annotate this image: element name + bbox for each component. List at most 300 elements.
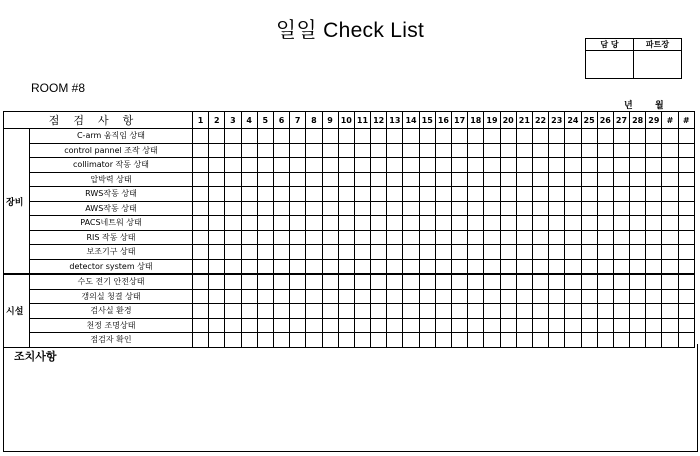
check-cell[interactable] xyxy=(452,201,468,216)
check-cell[interactable] xyxy=(630,304,646,319)
check-cell[interactable] xyxy=(597,274,613,289)
check-cell[interactable] xyxy=(597,201,613,216)
check-cell[interactable] xyxy=(193,129,209,144)
check-cell[interactable] xyxy=(419,187,435,202)
check-cell[interactable] xyxy=(516,143,532,158)
check-cell[interactable] xyxy=(257,259,273,274)
check-cell[interactable] xyxy=(257,158,273,173)
check-cell[interactable] xyxy=(662,304,678,319)
check-cell[interactable] xyxy=(613,318,629,333)
check-cell[interactable] xyxy=(565,259,581,274)
check-cell[interactable] xyxy=(354,289,370,304)
check-cell[interactable] xyxy=(613,172,629,187)
check-cell[interactable] xyxy=(273,274,289,289)
check-cell[interactable] xyxy=(193,143,209,158)
check-cell[interactable] xyxy=(581,304,597,319)
check-cell[interactable] xyxy=(338,304,354,319)
check-cell[interactable] xyxy=(532,245,548,260)
check-cell[interactable] xyxy=(241,129,257,144)
check-cell[interactable] xyxy=(306,201,322,216)
check-cell[interactable] xyxy=(597,187,613,202)
check-cell[interactable] xyxy=(532,289,548,304)
check-cell[interactable] xyxy=(468,143,484,158)
check-cell[interactable] xyxy=(306,129,322,144)
check-cell[interactable] xyxy=(662,129,678,144)
check-cell[interactable] xyxy=(565,318,581,333)
check-cell[interactable] xyxy=(484,129,500,144)
check-cell[interactable] xyxy=(354,201,370,216)
check-cell[interactable] xyxy=(225,143,241,158)
check-cell[interactable] xyxy=(387,230,403,245)
check-cell[interactable] xyxy=(678,230,694,245)
check-cell[interactable] xyxy=(646,129,662,144)
check-cell[interactable] xyxy=(225,187,241,202)
check-cell[interactable] xyxy=(419,230,435,245)
check-cell[interactable] xyxy=(322,158,338,173)
check-cell[interactable] xyxy=(419,274,435,289)
check-cell[interactable] xyxy=(419,201,435,216)
check-cell[interactable] xyxy=(387,216,403,231)
check-cell[interactable] xyxy=(630,216,646,231)
check-cell[interactable] xyxy=(257,216,273,231)
check-cell[interactable] xyxy=(273,318,289,333)
check-cell[interactable] xyxy=(581,143,597,158)
check-cell[interactable] xyxy=(678,158,694,173)
check-cell[interactable] xyxy=(209,129,225,144)
check-cell[interactable] xyxy=(516,304,532,319)
check-cell[interactable] xyxy=(338,274,354,289)
check-cell[interactable] xyxy=(452,129,468,144)
check-cell[interactable] xyxy=(646,216,662,231)
check-cell[interactable] xyxy=(452,245,468,260)
check-cell[interactable] xyxy=(371,158,387,173)
check-cell[interactable] xyxy=(354,230,370,245)
check-cell[interactable] xyxy=(403,289,419,304)
check-cell[interactable] xyxy=(516,274,532,289)
check-cell[interactable] xyxy=(273,187,289,202)
check-cell[interactable] xyxy=(662,245,678,260)
check-cell[interactable] xyxy=(322,129,338,144)
check-cell[interactable] xyxy=(322,245,338,260)
check-cell[interactable] xyxy=(403,129,419,144)
check-cell[interactable] xyxy=(193,245,209,260)
check-cell[interactable] xyxy=(630,259,646,274)
check-cell[interactable] xyxy=(273,158,289,173)
check-cell[interactable] xyxy=(613,216,629,231)
check-cell[interactable] xyxy=(468,158,484,173)
check-cell[interactable] xyxy=(306,274,322,289)
check-cell[interactable] xyxy=(468,230,484,245)
check-cell[interactable] xyxy=(209,318,225,333)
check-cell[interactable] xyxy=(273,259,289,274)
check-cell[interactable] xyxy=(581,274,597,289)
check-cell[interactable] xyxy=(371,172,387,187)
check-cell[interactable] xyxy=(241,172,257,187)
check-cell[interactable] xyxy=(387,201,403,216)
check-cell[interactable] xyxy=(371,187,387,202)
check-cell[interactable] xyxy=(435,318,451,333)
check-cell[interactable] xyxy=(549,318,565,333)
check-cell[interactable] xyxy=(646,274,662,289)
check-cell[interactable] xyxy=(403,304,419,319)
check-cell[interactable] xyxy=(290,172,306,187)
check-cell[interactable] xyxy=(500,158,516,173)
check-cell[interactable] xyxy=(209,274,225,289)
check-cell[interactable] xyxy=(468,172,484,187)
check-cell[interactable] xyxy=(500,259,516,274)
check-cell[interactable] xyxy=(419,158,435,173)
check-cell[interactable] xyxy=(646,230,662,245)
check-cell[interactable] xyxy=(193,230,209,245)
check-cell[interactable] xyxy=(387,245,403,260)
check-cell[interactable] xyxy=(241,318,257,333)
check-cell[interactable] xyxy=(565,187,581,202)
check-cell[interactable] xyxy=(452,187,468,202)
check-cell[interactable] xyxy=(322,187,338,202)
notes-section[interactable] xyxy=(3,344,698,452)
check-cell[interactable] xyxy=(532,172,548,187)
check-cell[interactable] xyxy=(630,318,646,333)
check-cell[interactable] xyxy=(565,201,581,216)
check-cell[interactable] xyxy=(549,216,565,231)
check-cell[interactable] xyxy=(532,318,548,333)
check-cell[interactable] xyxy=(225,245,241,260)
check-cell[interactable] xyxy=(613,143,629,158)
check-cell[interactable] xyxy=(613,187,629,202)
check-cell[interactable] xyxy=(500,245,516,260)
check-cell[interactable] xyxy=(257,172,273,187)
check-cell[interactable] xyxy=(597,318,613,333)
check-cell[interactable] xyxy=(257,143,273,158)
check-cell[interactable] xyxy=(225,304,241,319)
check-cell[interactable] xyxy=(516,201,532,216)
check-cell[interactable] xyxy=(322,274,338,289)
check-cell[interactable] xyxy=(662,143,678,158)
check-cell[interactable] xyxy=(452,172,468,187)
check-cell[interactable] xyxy=(678,216,694,231)
check-cell[interactable] xyxy=(290,129,306,144)
check-cell[interactable] xyxy=(500,274,516,289)
check-cell[interactable] xyxy=(532,304,548,319)
check-cell[interactable] xyxy=(257,201,273,216)
check-cell[interactable] xyxy=(209,158,225,173)
check-cell[interactable] xyxy=(193,216,209,231)
check-cell[interactable] xyxy=(581,216,597,231)
check-cell[interactable] xyxy=(273,230,289,245)
check-cell[interactable] xyxy=(241,259,257,274)
check-cell[interactable] xyxy=(241,158,257,173)
check-cell[interactable] xyxy=(630,245,646,260)
check-cell[interactable] xyxy=(193,259,209,274)
check-cell[interactable] xyxy=(209,172,225,187)
check-cell[interactable] xyxy=(257,230,273,245)
check-cell[interactable] xyxy=(354,158,370,173)
check-cell[interactable] xyxy=(257,187,273,202)
check-cell[interactable] xyxy=(193,158,209,173)
check-cell[interactable] xyxy=(257,289,273,304)
check-cell[interactable] xyxy=(613,129,629,144)
check-cell[interactable] xyxy=(500,289,516,304)
check-cell[interactable] xyxy=(273,245,289,260)
check-cell[interactable] xyxy=(403,216,419,231)
check-cell[interactable] xyxy=(678,129,694,144)
check-cell[interactable] xyxy=(338,216,354,231)
check-cell[interactable] xyxy=(613,259,629,274)
check-cell[interactable] xyxy=(678,304,694,319)
check-cell[interactable] xyxy=(435,289,451,304)
check-cell[interactable] xyxy=(500,318,516,333)
check-cell[interactable] xyxy=(484,187,500,202)
check-cell[interactable] xyxy=(241,274,257,289)
check-cell[interactable] xyxy=(500,304,516,319)
check-cell[interactable] xyxy=(338,289,354,304)
check-cell[interactable] xyxy=(452,274,468,289)
check-cell[interactable] xyxy=(290,201,306,216)
check-cell[interactable] xyxy=(354,259,370,274)
check-cell[interactable] xyxy=(662,201,678,216)
check-cell[interactable] xyxy=(516,129,532,144)
check-cell[interactable] xyxy=(403,259,419,274)
check-cell[interactable] xyxy=(338,158,354,173)
check-cell[interactable] xyxy=(581,187,597,202)
check-cell[interactable] xyxy=(565,172,581,187)
check-cell[interactable] xyxy=(630,187,646,202)
check-cell[interactable] xyxy=(452,216,468,231)
check-cell[interactable] xyxy=(468,201,484,216)
check-cell[interactable] xyxy=(452,230,468,245)
check-cell[interactable] xyxy=(241,201,257,216)
check-cell[interactable] xyxy=(468,259,484,274)
check-cell[interactable] xyxy=(435,143,451,158)
check-cell[interactable] xyxy=(597,230,613,245)
check-cell[interactable] xyxy=(354,172,370,187)
check-cell[interactable] xyxy=(597,216,613,231)
check-cell[interactable] xyxy=(549,230,565,245)
check-cell[interactable] xyxy=(290,259,306,274)
check-cell[interactable] xyxy=(209,201,225,216)
check-cell[interactable] xyxy=(322,143,338,158)
check-cell[interactable] xyxy=(662,274,678,289)
check-cell[interactable] xyxy=(630,143,646,158)
check-cell[interactable] xyxy=(549,172,565,187)
check-cell[interactable] xyxy=(290,158,306,173)
check-cell[interactable] xyxy=(646,172,662,187)
check-cell[interactable] xyxy=(549,274,565,289)
check-cell[interactable] xyxy=(354,216,370,231)
check-cell[interactable] xyxy=(468,245,484,260)
check-cell[interactable] xyxy=(500,201,516,216)
check-cell[interactable] xyxy=(468,318,484,333)
check-cell[interactable] xyxy=(322,289,338,304)
check-cell[interactable] xyxy=(371,230,387,245)
check-cell[interactable] xyxy=(662,172,678,187)
check-cell[interactable] xyxy=(241,245,257,260)
check-cell[interactable] xyxy=(419,259,435,274)
check-cell[interactable] xyxy=(387,172,403,187)
check-cell[interactable] xyxy=(257,274,273,289)
check-cell[interactable] xyxy=(338,259,354,274)
check-cell[interactable] xyxy=(290,245,306,260)
check-cell[interactable] xyxy=(209,230,225,245)
check-cell[interactable] xyxy=(581,289,597,304)
check-cell[interactable] xyxy=(435,187,451,202)
check-cell[interactable] xyxy=(500,129,516,144)
check-cell[interactable] xyxy=(306,304,322,319)
check-cell[interactable] xyxy=(273,289,289,304)
check-cell[interactable] xyxy=(662,289,678,304)
check-cell[interactable] xyxy=(306,259,322,274)
check-cell[interactable] xyxy=(387,259,403,274)
check-cell[interactable] xyxy=(306,172,322,187)
check-cell[interactable] xyxy=(516,318,532,333)
check-cell[interactable] xyxy=(500,216,516,231)
check-cell[interactable] xyxy=(322,201,338,216)
check-cell[interactable] xyxy=(613,230,629,245)
check-cell[interactable] xyxy=(371,245,387,260)
check-cell[interactable] xyxy=(290,304,306,319)
check-cell[interactable] xyxy=(371,143,387,158)
check-cell[interactable] xyxy=(419,245,435,260)
check-cell[interactable] xyxy=(532,187,548,202)
check-cell[interactable] xyxy=(273,172,289,187)
check-cell[interactable] xyxy=(257,245,273,260)
check-cell[interactable] xyxy=(452,318,468,333)
check-cell[interactable] xyxy=(322,304,338,319)
check-cell[interactable] xyxy=(354,245,370,260)
check-cell[interactable] xyxy=(630,158,646,173)
check-cell[interactable] xyxy=(354,143,370,158)
check-cell[interactable] xyxy=(516,245,532,260)
check-cell[interactable] xyxy=(613,304,629,319)
check-cell[interactable] xyxy=(273,304,289,319)
check-cell[interactable] xyxy=(193,201,209,216)
check-cell[interactable] xyxy=(338,201,354,216)
check-cell[interactable] xyxy=(322,216,338,231)
check-cell[interactable] xyxy=(549,304,565,319)
check-cell[interactable] xyxy=(581,201,597,216)
check-cell[interactable] xyxy=(338,245,354,260)
check-cell[interactable] xyxy=(484,304,500,319)
check-cell[interactable] xyxy=(549,259,565,274)
check-cell[interactable] xyxy=(435,259,451,274)
check-cell[interactable] xyxy=(597,143,613,158)
check-cell[interactable] xyxy=(646,187,662,202)
check-cell[interactable] xyxy=(354,304,370,319)
check-cell[interactable] xyxy=(225,158,241,173)
check-cell[interactable] xyxy=(354,318,370,333)
check-cell[interactable] xyxy=(435,172,451,187)
check-cell[interactable] xyxy=(209,289,225,304)
check-cell[interactable] xyxy=(532,259,548,274)
check-cell[interactable] xyxy=(549,201,565,216)
check-cell[interactable] xyxy=(630,129,646,144)
check-cell[interactable] xyxy=(484,289,500,304)
check-cell[interactable] xyxy=(387,187,403,202)
check-cell[interactable] xyxy=(354,129,370,144)
check-cell[interactable] xyxy=(257,129,273,144)
check-cell[interactable] xyxy=(435,274,451,289)
check-cell[interactable] xyxy=(678,172,694,187)
check-cell[interactable] xyxy=(468,304,484,319)
check-cell[interactable] xyxy=(290,143,306,158)
check-cell[interactable] xyxy=(484,172,500,187)
check-cell[interactable] xyxy=(322,318,338,333)
check-cell[interactable] xyxy=(273,143,289,158)
check-cell[interactable] xyxy=(581,230,597,245)
check-cell[interactable] xyxy=(273,216,289,231)
check-cell[interactable] xyxy=(565,289,581,304)
check-cell[interactable] xyxy=(435,201,451,216)
check-cell[interactable] xyxy=(209,216,225,231)
check-cell[interactable] xyxy=(209,245,225,260)
check-cell[interactable] xyxy=(484,230,500,245)
check-cell[interactable] xyxy=(646,143,662,158)
check-cell[interactable] xyxy=(516,259,532,274)
check-cell[interactable] xyxy=(678,201,694,216)
check-cell[interactable] xyxy=(500,143,516,158)
check-cell[interactable] xyxy=(387,289,403,304)
check-cell[interactable] xyxy=(662,259,678,274)
check-cell[interactable] xyxy=(581,172,597,187)
check-cell[interactable] xyxy=(435,129,451,144)
check-cell[interactable] xyxy=(241,304,257,319)
check-cell[interactable] xyxy=(500,230,516,245)
check-cell[interactable] xyxy=(597,245,613,260)
check-cell[interactable] xyxy=(193,274,209,289)
check-cell[interactable] xyxy=(646,158,662,173)
check-cell[interactable] xyxy=(225,172,241,187)
check-cell[interactable] xyxy=(549,187,565,202)
check-cell[interactable] xyxy=(678,187,694,202)
check-cell[interactable] xyxy=(193,289,209,304)
check-cell[interactable] xyxy=(630,289,646,304)
check-cell[interactable] xyxy=(646,259,662,274)
check-cell[interactable] xyxy=(354,187,370,202)
check-cell[interactable] xyxy=(225,129,241,144)
check-cell[interactable] xyxy=(419,172,435,187)
check-cell[interactable] xyxy=(484,143,500,158)
check-cell[interactable] xyxy=(322,230,338,245)
check-cell[interactable] xyxy=(452,143,468,158)
check-cell[interactable] xyxy=(193,172,209,187)
check-cell[interactable] xyxy=(435,230,451,245)
check-cell[interactable] xyxy=(532,216,548,231)
check-cell[interactable] xyxy=(532,129,548,144)
check-cell[interactable] xyxy=(678,274,694,289)
check-cell[interactable] xyxy=(630,201,646,216)
check-cell[interactable] xyxy=(581,318,597,333)
check-cell[interactable] xyxy=(484,201,500,216)
check-cell[interactable] xyxy=(209,259,225,274)
check-cell[interactable] xyxy=(516,216,532,231)
check-cell[interactable] xyxy=(290,187,306,202)
check-cell[interactable] xyxy=(565,230,581,245)
check-cell[interactable] xyxy=(306,245,322,260)
check-cell[interactable] xyxy=(209,187,225,202)
check-cell[interactable] xyxy=(581,129,597,144)
check-cell[interactable] xyxy=(662,158,678,173)
check-cell[interactable] xyxy=(468,216,484,231)
check-cell[interactable] xyxy=(630,274,646,289)
check-cell[interactable] xyxy=(565,216,581,231)
check-cell[interactable] xyxy=(581,158,597,173)
check-cell[interactable] xyxy=(387,143,403,158)
check-cell[interactable] xyxy=(662,216,678,231)
check-cell[interactable] xyxy=(257,318,273,333)
check-cell[interactable] xyxy=(565,304,581,319)
check-cell[interactable] xyxy=(532,201,548,216)
check-cell[interactable] xyxy=(225,274,241,289)
